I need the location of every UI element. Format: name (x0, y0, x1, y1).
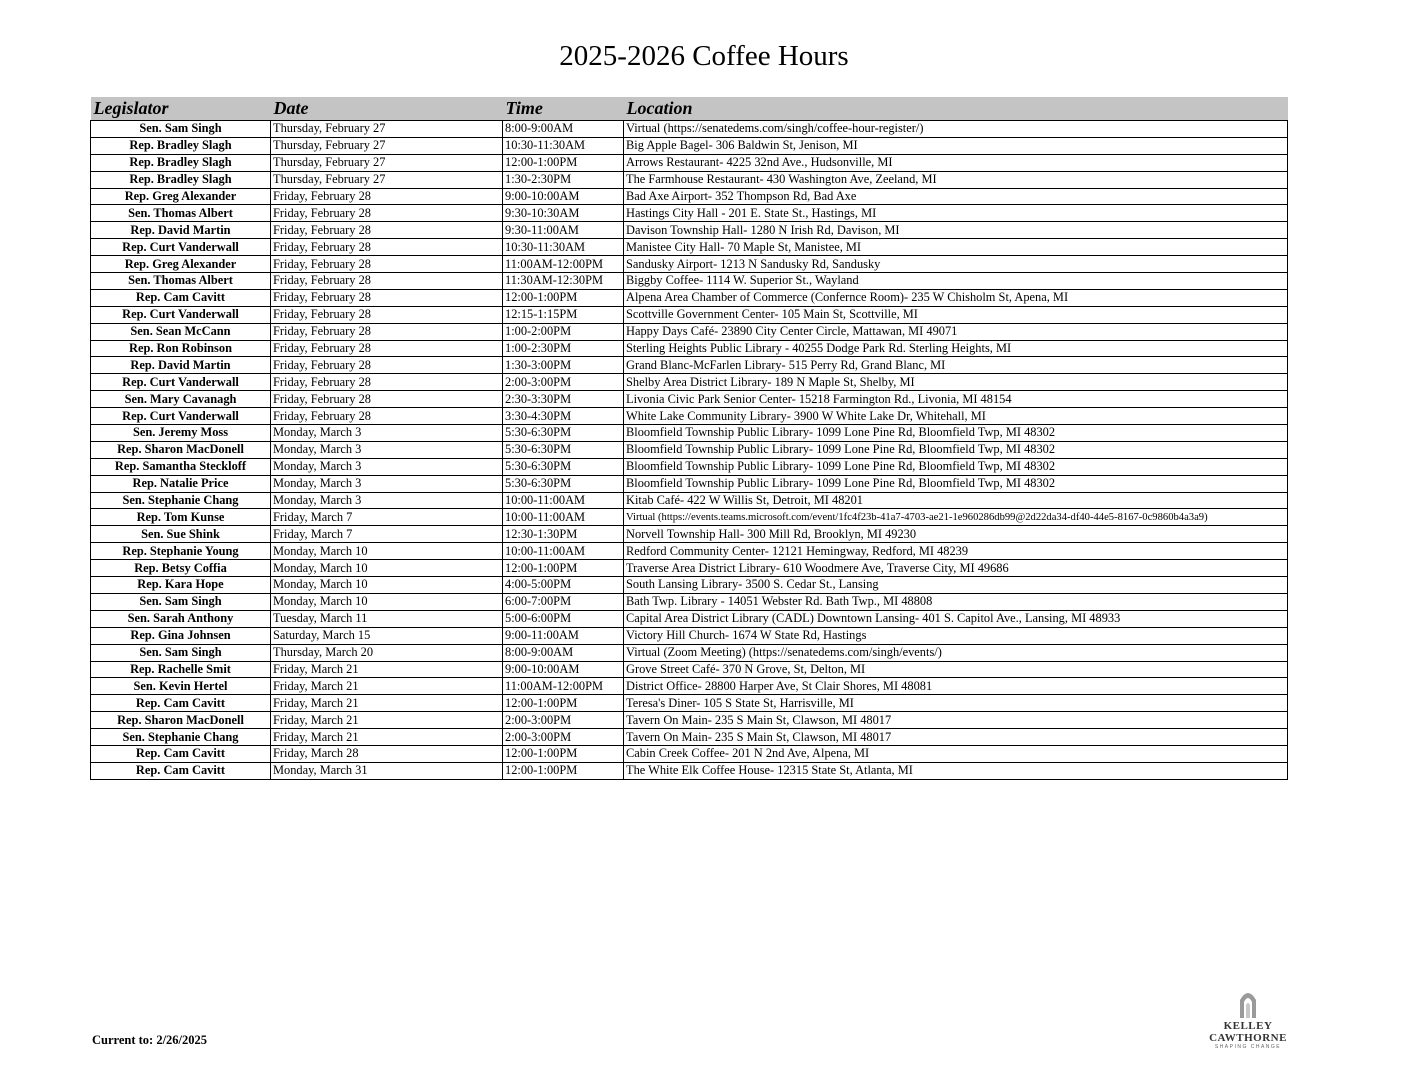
cell-location: Bloomfield Township Public Library- 1099 Lone Pine Rd, Bloomfield Twp, MI 48302 (624, 475, 1288, 492)
cell-legislator: Rep. Cam Cavitt (91, 289, 271, 306)
cell-location: Big Apple Bagel- 306 Baldwin St, Jenison, MI (624, 137, 1288, 154)
cell-legislator: Rep. Curt Vanderwall (91, 306, 271, 323)
cell-legislator: Rep. Rachelle Smit (91, 661, 271, 678)
cell-date: Friday, February 28 (271, 357, 503, 374)
coffee-hours-table (90, 97, 1288, 780)
table-row (91, 509, 1288, 526)
table-row (91, 205, 1288, 222)
cell-date: Friday, February 28 (271, 340, 503, 357)
cell-date: Monday, March 10 (271, 577, 503, 594)
cell-date: Friday, March 21 (271, 661, 503, 678)
cell-date: Friday, February 28 (271, 391, 503, 408)
cell-date: Friday, February 28 (271, 323, 503, 340)
cell-location: The Farmhouse Restaurant- 430 Washington Ave, Zeeland, MI (624, 171, 1288, 188)
table-row (91, 171, 1288, 188)
cell-location: District Office- 28800 Harper Ave, St Clair Shores, MI 48081 (624, 678, 1288, 695)
cell-legislator: Sen. Thomas Albert (91, 205, 271, 222)
cell-legislator: Rep. Bradley Slagh (91, 171, 271, 188)
cell-legislator: Rep. Betsy Coffia (91, 560, 271, 577)
logo-tagline: SHAPING CHANGE (1214, 1044, 1282, 1050)
cell-time: 9:30-11:00AM (503, 222, 624, 239)
table-row (91, 340, 1288, 357)
table-body (91, 121, 1288, 780)
table-row (91, 425, 1288, 442)
cell-legislator: Sen. Jeremy Moss (91, 425, 271, 442)
cell-date: Friday, February 28 (271, 222, 503, 239)
table-header (91, 97, 1288, 121)
cell-legislator: Rep. Greg Alexander (91, 188, 271, 205)
cell-legislator: Rep. David Martin (91, 222, 271, 239)
table-row (91, 762, 1288, 779)
cell-legislator: Sen. Kevin Hertel (91, 678, 271, 695)
cell-time: 1:00-2:00PM (503, 323, 624, 340)
header-time: Time (503, 97, 624, 121)
cell-location: Bloomfield Township Public Library- 1099 Lone Pine Rd, Bloomfield Twp, MI 48302 (624, 441, 1288, 458)
cell-time: 8:00-9:00AM (503, 644, 624, 661)
cell-time: 5:30-6:30PM (503, 441, 624, 458)
cell-time: 2:00-3:00PM (503, 374, 624, 391)
cell-date: Thursday, February 27 (271, 137, 503, 154)
cell-location: Bad Axe Airport- 352 Thompson Rd, Bad Axe (624, 188, 1288, 205)
cell-time: 5:00-6:00PM (503, 610, 624, 627)
cell-legislator: Sen. Sean McCann (91, 323, 271, 340)
cell-location: Victory Hill Church- 1674 W State Rd, Hastings (624, 627, 1288, 644)
cell-location: Virtual (https://events.teams.microsoft.com/event/1fc4f23b-41a7-4703-ae21-1e960286db99@2d22da34-df40-44e5-8167-0c9860b4a3a9) (624, 509, 1288, 526)
table-row (91, 610, 1288, 627)
cell-legislator: Rep. Natalie Price (91, 475, 271, 492)
cell-legislator: Rep. Bradley Slagh (91, 154, 271, 171)
table-row (91, 458, 1288, 475)
cell-date: Monday, March 3 (271, 458, 503, 475)
table-row (91, 154, 1288, 171)
cell-location: Norvell Township Hall- 300 Mill Rd, Brooklyn, MI 49230 (624, 526, 1288, 543)
table-row (91, 729, 1288, 746)
cell-location: The White Elk Coffee House- 12315 State St, Atlanta, MI (624, 762, 1288, 779)
header-date: Date (271, 97, 503, 121)
table-row (91, 577, 1288, 594)
table-row (91, 239, 1288, 256)
cell-time: 1:00-2:30PM (503, 340, 624, 357)
table-row (91, 543, 1288, 560)
cell-legislator: Rep. Sharon MacDonell (91, 712, 271, 729)
table-row (91, 678, 1288, 695)
cell-time: 11:00AM-12:00PM (503, 256, 624, 273)
cell-location: Grand Blanc-McFarlen Library- 515 Perry Rd, Grand Blanc, MI (624, 357, 1288, 374)
table-row (91, 323, 1288, 340)
cell-location: Redford Community Center- 12121 Hemingway, Redford, MI 48239 (624, 543, 1288, 560)
cell-location: Tavern On Main- 235 S Main St, Clawson, MI 48017 (624, 712, 1288, 729)
table-row (91, 560, 1288, 577)
cell-time: 3:30-4:30PM (503, 408, 624, 425)
cell-date: Tuesday, March 11 (271, 610, 503, 627)
cell-time: 12:15-1:15PM (503, 306, 624, 323)
cell-location: Grove Street Café- 370 N Grove, St, Delton, MI (624, 661, 1288, 678)
page-title: 2025-2026 Coffee Hours (559, 40, 849, 72)
cell-date: Friday, February 28 (271, 205, 503, 222)
table-row (91, 526, 1288, 543)
cell-location: Happy Days Café- 23890 City Center Circle, Mattawan, MI 49071 (624, 323, 1288, 340)
header-location: Location (624, 97, 1288, 121)
table-row (91, 222, 1288, 239)
table-row (91, 712, 1288, 729)
cell-date: Monday, March 10 (271, 593, 503, 610)
cell-date: Monday, March 3 (271, 441, 503, 458)
cell-time: 12:00-1:00PM (503, 560, 624, 577)
cell-date: Monday, March 10 (271, 543, 503, 560)
cell-time: 12:00-1:00PM (503, 745, 624, 762)
cell-legislator: Rep. Samantha Steckloff (91, 458, 271, 475)
cell-legislator: Sen. Sam Singh (91, 593, 271, 610)
cell-legislator: Rep. Curt Vanderwall (91, 239, 271, 256)
cell-date: Friday, February 28 (271, 188, 503, 205)
cell-date: Friday, February 28 (271, 289, 503, 306)
table-row (91, 627, 1288, 644)
cell-time: 11:00AM-12:00PM (503, 678, 624, 695)
cell-time: 5:30-6:30PM (503, 458, 624, 475)
cell-legislator: Sen. Sue Shink (91, 526, 271, 543)
table-row (91, 273, 1288, 290)
cell-date: Friday, February 28 (271, 374, 503, 391)
cell-legislator: Sen. Thomas Albert (91, 273, 271, 290)
table-row (91, 374, 1288, 391)
cell-time: 4:00-5:00PM (503, 577, 624, 594)
cell-date: Friday, February 28 (271, 239, 503, 256)
cell-time: 10:00-11:00AM (503, 492, 624, 509)
cell-location: Capital Area District Library (CADL) Downtown Lansing- 401 S. Capitol Ave., Lansing, MI 48933 (624, 610, 1288, 627)
table-row (91, 121, 1288, 138)
cell-legislator: Rep. David Martin (91, 357, 271, 374)
cell-location: Cabin Creek Coffee- 201 N 2nd Ave, Alpena, MI (624, 745, 1288, 762)
arch-icon (1237, 990, 1259, 1018)
cell-time: 12:00-1:00PM (503, 289, 624, 306)
cell-location: Bloomfield Township Public Library- 1099 Lone Pine Rd, Bloomfield Twp, MI 48302 (624, 425, 1288, 442)
cell-date: Monday, March 10 (271, 560, 503, 577)
cell-date: Friday, February 28 (271, 408, 503, 425)
cell-location: Manistee City Hall- 70 Maple St, Manistee, MI (624, 239, 1288, 256)
cell-date: Thursday, February 27 (271, 171, 503, 188)
cell-date: Friday, March 21 (271, 729, 503, 746)
cell-date: Monday, March 3 (271, 475, 503, 492)
cell-legislator: Sen. Stephanie Chang (91, 492, 271, 509)
cell-location: Sandusky Airport- 1213 N Sandusky Rd, Sandusky (624, 256, 1288, 273)
cell-legislator: Rep. Stephanie Young (91, 543, 271, 560)
cell-location: Arrows Restaurant- 4225 32nd Ave., Hudsonville, MI (624, 154, 1288, 171)
cell-legislator: Rep. Greg Alexander (91, 256, 271, 273)
cell-time: 12:00-1:00PM (503, 695, 624, 712)
cell-location: South Lansing Library- 3500 S. Cedar St., Lansing (624, 577, 1288, 594)
cell-time: 10:30-11:30AM (503, 137, 624, 154)
cell-location: Davison Township Hall- 1280 N Irish Rd, Davison, MI (624, 222, 1288, 239)
cell-date: Friday, February 28 (271, 273, 503, 290)
cell-legislator: Sen. Sarah Anthony (91, 610, 271, 627)
kelley-cawthorne-logo (1186, 990, 1310, 1058)
cell-legislator: Sen. Mary Cavanagh (91, 391, 271, 408)
cell-time: 8:00-9:00AM (503, 121, 624, 138)
cell-time: 2:30-3:30PM (503, 391, 624, 408)
header-legislator: Legislator (91, 97, 271, 121)
cell-location: Kitab Café- 422 W Willis St, Detroit, MI 48201 (624, 492, 1288, 509)
cell-time: 12:00-1:00PM (503, 762, 624, 779)
cell-legislator: Rep. Curt Vanderwall (91, 374, 271, 391)
cell-date: Monday, March 3 (271, 492, 503, 509)
cell-time: 12:00-1:00PM (503, 154, 624, 171)
table-row (91, 289, 1288, 306)
logo-name: KELLEY CAWTHORNE (1209, 1020, 1287, 1044)
cell-legislator: Rep. Cam Cavitt (91, 762, 271, 779)
cell-date: Monday, March 3 (271, 425, 503, 442)
cell-time: 2:00-3:00PM (503, 712, 624, 729)
cell-location: Virtual (https://senatedems.com/singh/coffee-hour-register/) (624, 121, 1288, 138)
table-row (91, 644, 1288, 661)
cell-date: Friday, February 28 (271, 306, 503, 323)
table-row (91, 137, 1288, 154)
cell-time: 9:00-10:00AM (503, 188, 624, 205)
cell-location: Shelby Area District Library- 189 N Maple St, Shelby, MI (624, 374, 1288, 391)
cell-time: 5:30-6:30PM (503, 475, 624, 492)
cell-time: 10:00-11:00AM (503, 543, 624, 560)
cell-location: Alpena Area Chamber of Commerce (Confernce Room)- 235 W Chisholm St, Apena, MI (624, 289, 1288, 306)
cell-date: Thursday, March 20 (271, 644, 503, 661)
cell-legislator: Sen. Sam Singh (91, 121, 271, 138)
cell-location: Scottville Government Center- 105 Main St, Scottville, MI (624, 306, 1288, 323)
header-row (91, 97, 1288, 121)
table-row (91, 256, 1288, 273)
cell-location: Teresa's Diner- 105 S State St, Harrisville, MI (624, 695, 1288, 712)
cell-date: Saturday, March 15 (271, 627, 503, 644)
cell-location: Biggby Coffee- 1114 W. Superior St., Wayland (624, 273, 1288, 290)
cell-legislator: Sen. Sam Singh (91, 644, 271, 661)
cell-date: Friday, March 7 (271, 526, 503, 543)
cell-location: Livonia Civic Park Senior Center- 15218 Farmington Rd., Livonia, MI 48154 (624, 391, 1288, 408)
cell-date: Monday, March 31 (271, 762, 503, 779)
cell-location: Bloomfield Township Public Library- 1099 Lone Pine Rd, Bloomfield Twp, MI 48302 (624, 458, 1288, 475)
cell-location: White Lake Community Library- 3900 W White Lake Dr, Whitehall, MI (624, 408, 1288, 425)
cell-date: Thursday, February 27 (271, 121, 503, 138)
cell-time: 9:30-10:30AM (503, 205, 624, 222)
table-row (91, 492, 1288, 509)
cell-time: 9:00-11:00AM (503, 627, 624, 644)
cell-time: 2:00-3:00PM (503, 729, 624, 746)
cell-legislator: Rep. Ron Robinson (91, 340, 271, 357)
cell-date: Friday, March 7 (271, 509, 503, 526)
cell-date: Friday, March 28 (271, 745, 503, 762)
cell-legislator: Rep. Cam Cavitt (91, 745, 271, 762)
cell-legislator: Rep. Tom Kunse (91, 509, 271, 526)
table-row (91, 593, 1288, 610)
cell-time: 12:30-1:30PM (503, 526, 624, 543)
table-row (91, 391, 1288, 408)
cell-legislator: Rep. Bradley Slagh (91, 137, 271, 154)
cell-time: 1:30-3:00PM (503, 357, 624, 374)
cell-time: 10:00-11:00AM (503, 509, 624, 526)
cell-date: Friday, March 21 (271, 678, 503, 695)
cell-legislator: Rep. Gina Johnsen (91, 627, 271, 644)
cell-location: Bath Twp. Library - 14051 Webster Rd. Bath Twp., MI 48808 (624, 593, 1288, 610)
cell-legislator: Rep. Cam Cavitt (91, 695, 271, 712)
cell-time: 10:30-11:30AM (503, 239, 624, 256)
cell-location: Virtual (Zoom Meeting) (https://senatedems.com/singh/events/) (624, 644, 1288, 661)
cell-date: Friday, March 21 (271, 695, 503, 712)
table-row (91, 357, 1288, 374)
table-row (91, 695, 1288, 712)
table-row (91, 306, 1288, 323)
table-row (91, 745, 1288, 762)
cell-date: Thursday, February 27 (271, 154, 503, 171)
cell-time: 5:30-6:30PM (503, 425, 624, 442)
table-row (91, 475, 1288, 492)
current-to-date: Current to: 2/26/2025 (92, 1033, 208, 1047)
cell-time: 1:30-2:30PM (503, 171, 624, 188)
table-row (91, 661, 1288, 678)
cell-legislator: Sen. Stephanie Chang (91, 729, 271, 746)
table-row (91, 441, 1288, 458)
cell-location: Sterling Heights Public Library - 40255 Dodge Park Rd. Sterling Heights, MI (624, 340, 1288, 357)
cell-location: Hastings City Hall - 201 E. State St., Hastings, MI (624, 205, 1288, 222)
cell-location: Tavern On Main- 235 S Main St, Clawson, MI 48017 (624, 729, 1288, 746)
cell-location: Traverse Area District Library- 610 Woodmere Ave, Traverse City, MI 49686 (624, 560, 1288, 577)
cell-legislator: Rep. Curt Vanderwall (91, 408, 271, 425)
cell-date: Friday, February 28 (271, 256, 503, 273)
table-row (91, 188, 1288, 205)
cell-legislator: Rep. Sharon MacDonell (91, 441, 271, 458)
cell-time: 11:30AM-12:30PM (503, 273, 624, 290)
cell-legislator: Rep. Kara Hope (91, 577, 271, 594)
cell-time: 9:00-10:00AM (503, 661, 624, 678)
table-row (91, 408, 1288, 425)
cell-time: 6:00-7:00PM (503, 593, 624, 610)
cell-date: Friday, March 21 (271, 712, 503, 729)
